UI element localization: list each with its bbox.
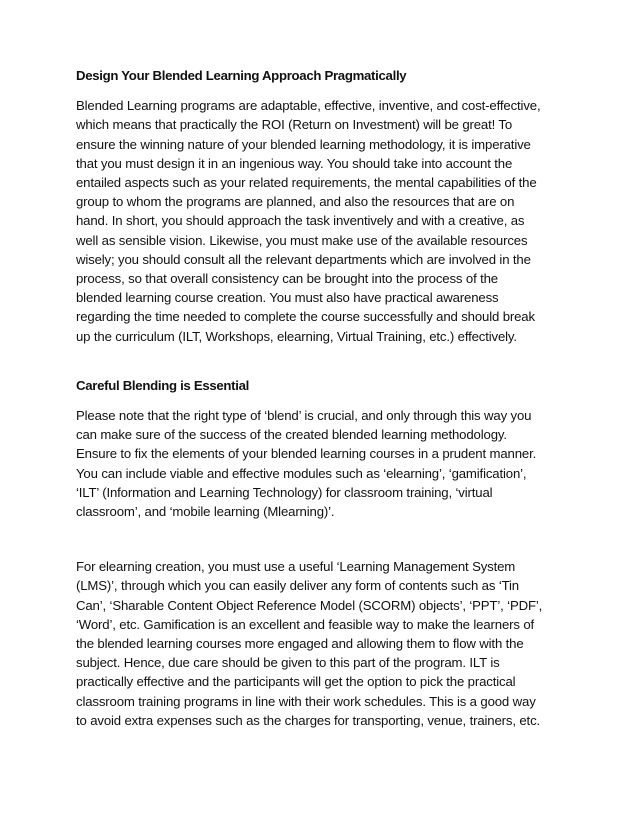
text-line: ensure the winning nature of your blended learning methodology, it is imperative	[76, 136, 531, 152]
paragraph-elearning-creation	[76, 557, 568, 730]
text-line: classroom’, and ‘mobile learning (Mlearning)’.	[76, 504, 335, 520]
text-line: entailed aspects such as your related requirements, the mental capabilities of the	[76, 175, 537, 191]
document-page	[76, 66, 568, 730]
paragraph-careful-blending	[76, 406, 568, 521]
text-line: wisely; you should consult all the relevant departments which are involved in the	[76, 251, 531, 267]
section-heading-careful-blending: Careful Blending is Essential	[76, 377, 250, 393]
text-line: process, so that overall consistency can be brought into the process of the	[76, 271, 498, 287]
text-line: ‘Word’, etc. Gamification is an excellent and feasible way to make the learners of	[76, 616, 535, 632]
text-line: well as sensible vision. Likewise, you must make use of the available resources	[76, 232, 528, 248]
text-line: You can include viable and effective modules such as ‘elearning’, ‘gamification’,	[76, 465, 527, 481]
text-line: regarding the time needed to complete the course successfully and should break	[76, 309, 535, 325]
text-line: can make sure of the success of the created blended learning methodology.	[76, 427, 507, 443]
text-line: which means that practically the ROI (Return on Investment) will be great! To	[76, 117, 513, 133]
text-line: blended learning course creation. You must also have practical awareness	[76, 290, 499, 306]
text-line: Can’, ‘Sharable Content Object Reference Model (SCORM) objects’, ‘PPT’, ‘PDF’,	[76, 597, 543, 613]
text-line: hand. In short, you should approach the task inventively and with a creative, as	[76, 213, 525, 229]
text-line: For elearning creation, you must use a useful ‘Learning Management System	[76, 559, 516, 575]
section-heading-design-approach: Design Your Blended Learning Approach Pragmatically	[76, 68, 407, 83]
text-line: (LMS)’, through which you can easily deliver any form of contents such as ‘Tin	[76, 578, 519, 594]
text-line: that you must design it in an ingenious way. You should take into account the	[76, 155, 513, 171]
paragraph-design-approach	[76, 96, 568, 346]
text-line: Please note that the right type of ‘blend’ is crucial, and only through this way you	[76, 408, 532, 424]
text-line: up the curriculum (ILT, Workshops, elearning, Virtual Training, etc.) effectively.	[76, 328, 517, 344]
text-line: to avoid extra expenses such as the charges for transporting, venue, trainers, etc.	[76, 712, 541, 728]
text-line: practically effective and the participants will get the option to pick the practical	[76, 674, 516, 690]
text-line: ‘ILT’ (Information and Learning Technology) for classroom training, ‘virtual	[76, 484, 493, 500]
text-line: Blended Learning programs are adaptable, effective, inventive, and cost-effective,	[76, 98, 541, 114]
text-line: Ensure to fix the elements of your blended learning courses in a prudent manner.	[76, 446, 537, 462]
text-line: group to whom the programs are planned, and also the resources that are on	[76, 194, 515, 210]
text-line: classroom training programs in line with their work schedules. This is a good way	[76, 693, 536, 709]
text-line: the blended learning courses more engaged and allowing them to flow with the	[76, 636, 524, 652]
text-line: subject. Hence, due care should be given to this part of the program. ILT is	[76, 655, 500, 671]
